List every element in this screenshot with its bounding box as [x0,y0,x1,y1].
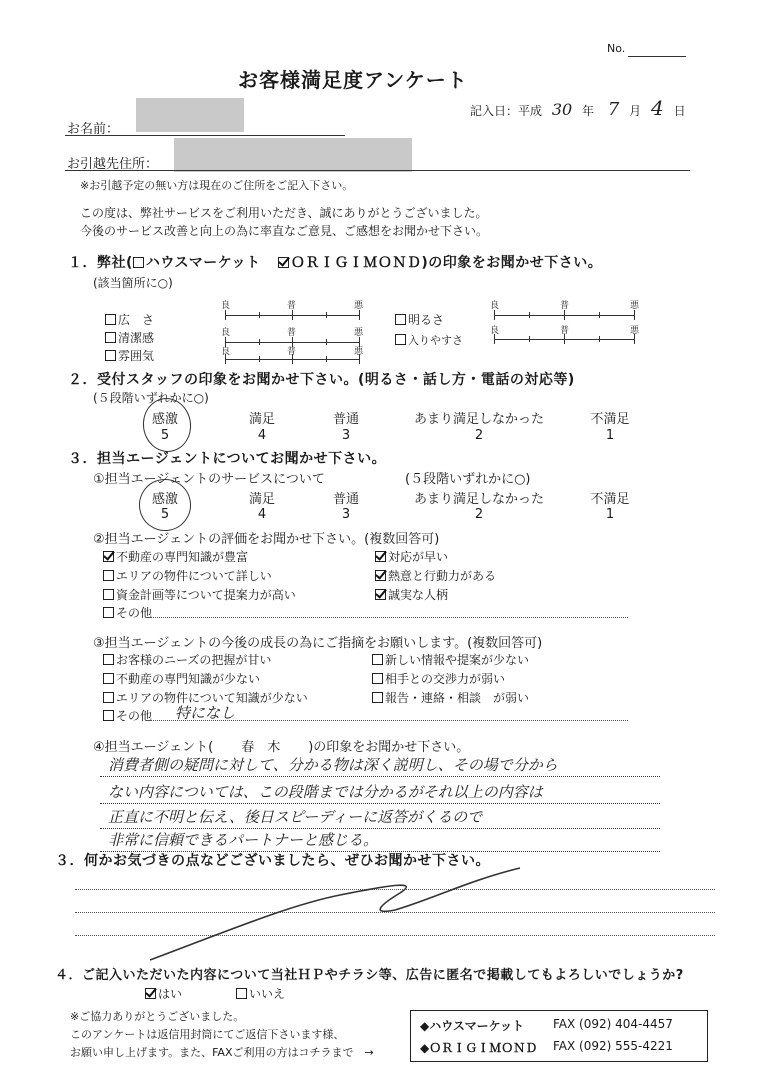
q2-rating-value-5: 5 [160,428,170,443]
q2-sub: (５段階いずれかに○) [93,391,209,405]
q2-rating-label-5: 感激 [151,412,178,427]
entry-date: 記入日：平成 30 年 7 月 4 日 [470,96,686,120]
issue-reporting[interactable]: 報告・連絡・相談 が弱い [372,689,529,706]
q3-rating-value-1: 1 [605,507,615,522]
q2-rating-value-1: 1 [605,428,615,443]
eval-quick-response[interactable]: 対応が早い [375,548,448,565]
page-title: お客様満足度アンケート [238,68,468,92]
footer-line-2: お願い申し上げます。また、FAXご利用の方はコチラまで → [70,1046,374,1059]
q2-rating-label-4: 満足 [248,412,275,427]
q3-rating-value-2: 2 [474,507,484,522]
address-label: お引越先住所： [67,157,159,172]
date-month: 7 [607,99,620,120]
date-label: 記入日：平成 [470,104,543,118]
q1-item-cleanliness[interactable]: 清潔感 [105,329,154,346]
q3-rating-label-1: 不満足 [590,492,630,507]
eval-financing-proposal[interactable]: 資金計画等について提案力が高い [103,586,296,603]
agent-name: 春 木 [241,740,281,755]
date-day: 4 [651,96,664,120]
q3-rating-value-3: 3 [341,507,351,522]
q2-rating-label-2: あまり満足しなかった [413,412,544,427]
q3-s3-title: ③担当エージェントの今後の成長の為にご指摘をお願いします。(複数回答可) [93,636,543,651]
q4-no[interactable]: いいえ [236,985,285,1002]
q3-rating-label-2: あまり満足しなかった [413,492,544,507]
intro-line-1: この度は、弊社サービスをご利用いただき、誠にありがとうございました。 [80,206,488,220]
issue-expertise[interactable]: 不動産の専門知識が少ない [103,670,260,687]
q2-rating-label-3: 普通 [332,412,359,427]
issue-area-knowledge[interactable]: エリアの物件について知識が少ない [103,689,308,706]
q3-s2-title: ②担当エージェントの評価をお聞かせ下さい。(複数回答可) [93,532,440,547]
comments-heading: ３．何かお気づきの点などございましたら、ぜひお聞かせ下さい。 [55,853,490,869]
q1-item-ease-of-entry[interactable]: 入りやすさ [395,332,463,348]
q3-rating-value-4: 4 [257,507,267,522]
q1-heading: １．弊社( ハウスマーケット ＯＲＩＧＩＭＯＮＤ)の印象をお聞かせ下さい。 [68,255,603,271]
agent-comment-line-1: 消費者側の疑問に対して、分かる物は深く説明し、その場で分から [108,756,558,774]
q4-heading: ４．ご記入いただいた内容について当社ＨＰやチラシ等、広告に匿名で掲載してもよろしいでしょうか? [55,968,684,983]
eval-other[interactable]: その他 [103,604,152,621]
q3-s1-sub: (５段階いずれかに○) [405,472,531,487]
q3-rating-label-5: 感激 [151,492,178,507]
issue-needs[interactable]: お客様のニーズの把握が甘い [103,651,271,668]
eval-expertise[interactable]: 不動産の専門知識が豊富 [103,548,248,565]
q2-rating-value-4: 4 [257,428,267,443]
q2-rating-label-1: 不満足 [590,412,630,427]
eval-sincere[interactable]: 誠実な人柄 [375,586,448,603]
footer-thanks: ※ご協力ありがとうございました。 [70,1010,245,1023]
q4-yes[interactable]: はい [145,985,182,1002]
q3-heading: ３．担当エージェントについてお聞かせ下さい。 [68,451,387,467]
issue-other-handwritten: 特になし [175,704,236,722]
q3-s1-title: ①担当エージェントのサービスについて [93,472,325,487]
q2-rating-value-3: 3 [341,428,351,443]
q1-sub: (該当箇所に○) [93,276,173,290]
fax-origimond-name: ◆ＯＲＩＧＩＭＯＮＤ [420,1041,538,1055]
issue-new-info[interactable]: 新しい情報や提案が少ない [372,651,529,668]
issue-negotiation[interactable]: 相手との交渉力が弱い [372,670,505,687]
q1-item-brightness[interactable]: 明るさ [395,311,444,328]
eval-passion[interactable]: 熱意と行動力がある [375,567,496,584]
q3-rating-label-4: 満足 [248,492,275,507]
name-label: お名前： [67,122,120,137]
fax-house-name: ◆ハウスマーケット [420,1019,525,1033]
agent-comment-line-4: 非常に信頼できるパートナーと感じる。 [108,831,379,849]
eval-area-knowledge[interactable]: エリアの物件について詳しい [103,567,272,584]
issue-other[interactable]: その他 [103,707,152,724]
address-note: ※お引越予定の無い方は現在のご住所をご記入下さい。 [80,179,354,192]
q2-heading: ２．受付スタッフの印象をお聞かせ下さい。(明るさ・話し方・電話の対応等) [68,372,575,388]
q3-rating-value-5: 5 [160,507,170,522]
intro-line-2: 今後のサービス改善と向上の為に率直なご意見、ご感想をお聞かせ下さい。 [80,224,489,238]
q3-s4-title: ④担当エージェント( 春 木 )の印象をお聞かせ下さい。 [93,740,470,755]
fax-house-number: FAX (092) 404-4457 [553,1017,673,1031]
fax-origimond-number: FAX (092) 555-4221 [553,1039,673,1053]
q1-item-atmosphere[interactable]: 雰囲気 [105,347,154,364]
q3-rating-label-3: 普通 [332,492,359,507]
footer-line-1: このアンケートは返信用封筒にてご返信下さいます様、 [70,1028,345,1041]
date-year: 30 [551,100,573,119]
agent-comment-line-2: ない内容については、この段階までは分かるがそれ以上の内容は [108,783,543,801]
q2-rating-value-2: 2 [474,428,484,443]
q1-item-size[interactable]: 広 さ [105,311,154,328]
number-label: No. [607,42,626,55]
agent-comment-line-3: 正直に不明と伝え、後日スピーディーに返答がくるので [108,808,483,826]
